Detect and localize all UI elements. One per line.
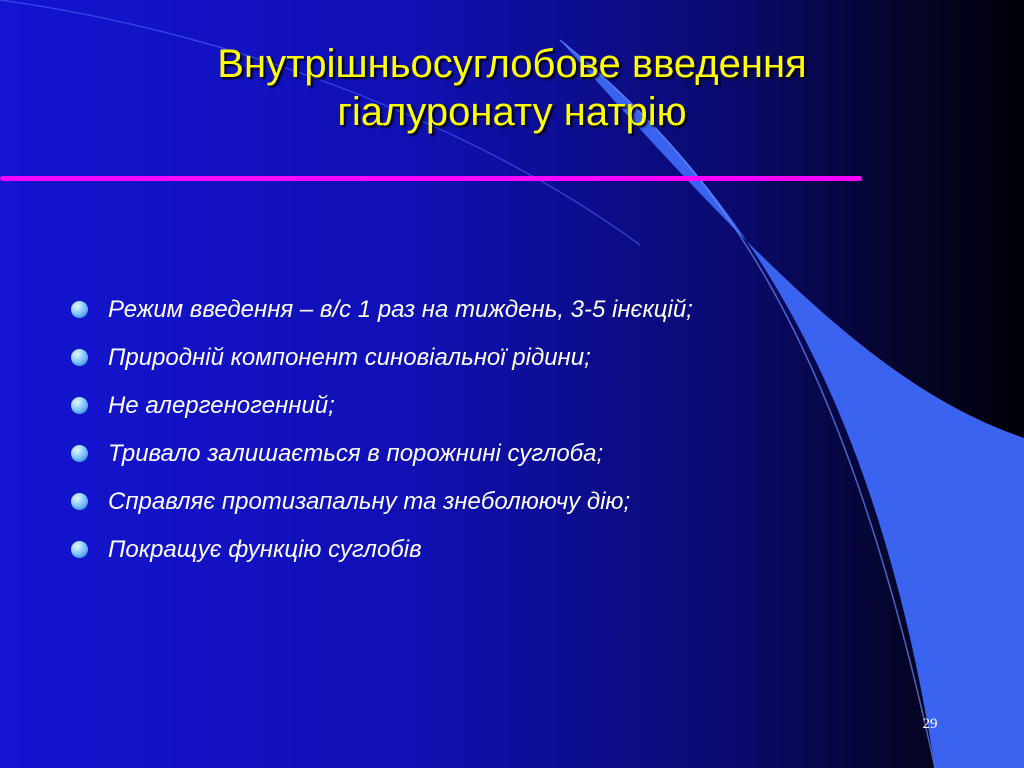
bullet-dot-icon — [71, 301, 88, 318]
bullet-item — [70, 338, 693, 386]
slide-number: 29 — [922, 716, 938, 732]
bullet-item — [70, 482, 693, 530]
bullet-list — [70, 290, 693, 578]
bullet-text: Природній компонент синовіальної рідини; — [108, 344, 591, 371]
title-divider — [0, 176, 862, 181]
bullet-item — [70, 386, 693, 434]
bullet-item — [70, 434, 693, 482]
slide-title — [0, 40, 1024, 136]
bullet-text: Покращує функцію суглобів — [108, 536, 422, 563]
bullet-item — [70, 530, 693, 578]
bullet-dot-icon — [71, 445, 88, 462]
title-line-2: гіалуронату натрію — [337, 90, 687, 134]
bullet-text: Режим введення – в/с 1 раз на тиждень, 3-5 інєкцій; — [108, 296, 693, 323]
bullet-dot-icon — [71, 541, 88, 558]
bullet-item — [70, 290, 693, 338]
bullet-text: Тривало залишається в порожнині суглоба; — [108, 440, 604, 467]
bullet-dot-icon — [71, 349, 88, 366]
title-line-1: Внутрішньосуглобове введення — [217, 42, 807, 86]
bullet-text: Справляє протизапальну та знеболюючу дію; — [108, 488, 631, 515]
bullet-dot-icon — [71, 493, 88, 510]
bullet-text: Не алергеногенний; — [108, 392, 335, 419]
bullet-dot-icon — [71, 397, 88, 414]
